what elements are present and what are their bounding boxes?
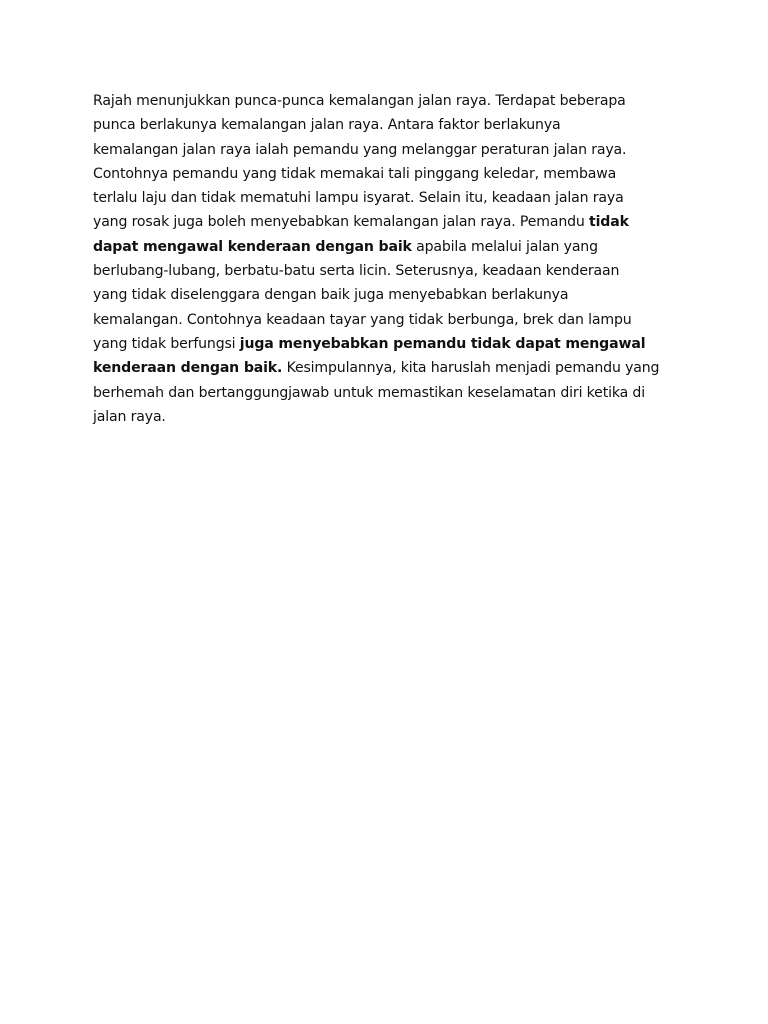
text-run: kemalangan jalan raya ialah pemandu yang melanggar peraturan jalan raya. xyxy=(93,141,627,158)
text-run: Kesimpulannya, kita haruslah menjadi pemandu yang xyxy=(282,360,660,377)
text-line xyxy=(93,308,693,332)
text-line xyxy=(93,356,693,380)
text-line xyxy=(93,138,693,162)
text-line xyxy=(93,113,693,137)
text-run: kemalangan. Contohnya keadaan tayar yang tidak berbunga, brek dan lampu xyxy=(93,311,632,328)
bold-text-run: tidak xyxy=(589,214,629,231)
text-run: berhemah dan bertanggungjawab untuk memastikan keselamatan diri ketika di xyxy=(93,384,645,401)
text-run: Rajah menunjukkan punca-punca kemalangan jalan raya. Terdapat beberapa xyxy=(93,93,626,109)
text-line xyxy=(93,235,693,259)
text-run: punca berlakunya kemalangan jalan raya. Antara faktor berlakunya xyxy=(93,117,561,134)
text-line xyxy=(93,283,693,307)
text-run: terlalu laju dan tidak mematuhi lampu isyarat. Selain itu, keadaan jalan raya xyxy=(93,190,624,207)
text-line xyxy=(93,381,693,405)
bold-text-run: kenderaan dengan baik. xyxy=(93,360,283,377)
text-run: apabila melalui jalan yang xyxy=(411,238,598,255)
text-line xyxy=(93,405,693,429)
text-line xyxy=(93,332,693,356)
text-line xyxy=(93,259,693,283)
text-line xyxy=(93,162,693,186)
text-run: jalan raya. xyxy=(93,408,166,425)
text-run: yang tidak diselenggara dengan baik juga menyebabkan berlakunya xyxy=(93,287,569,304)
text-line xyxy=(93,186,693,210)
text-run: yang tidak berfungsi xyxy=(93,335,240,352)
bold-text-run: juga menyebabkan pemandu tidak dapat mengawal xyxy=(239,335,646,352)
bold-text-run: dapat mengawal kenderaan dengan baik xyxy=(93,238,412,255)
text-run: yang rosak juga boleh menyebabkan kemalangan jalan raya. Pemandu xyxy=(93,214,590,231)
text-run: Contohnya pemandu yang tidak memakai tali pinggang keledar, membawa xyxy=(93,165,617,182)
text-line xyxy=(93,210,693,234)
body-paragraph xyxy=(93,89,693,429)
text-line xyxy=(93,89,693,113)
text-run: berlubang-lubang, berbatu-batu serta licin. Seterusnya, keadaan kenderaan xyxy=(93,263,620,280)
